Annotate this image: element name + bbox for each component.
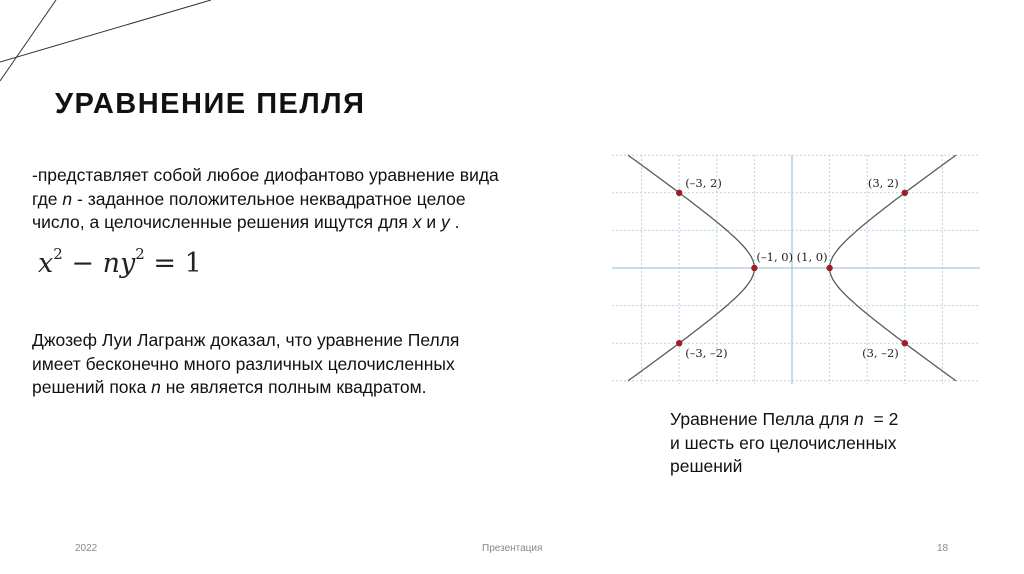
caption-line-1	[670, 408, 970, 432]
formula-exponent: 2	[135, 245, 145, 263]
text: .	[449, 212, 460, 232]
formula-n: n	[102, 248, 120, 279]
footer-title: Презентация	[482, 543, 543, 554]
variable-x: x	[412, 212, 422, 232]
solution-point	[826, 265, 832, 271]
solution-point	[902, 340, 908, 346]
formula-exponent: 2	[53, 245, 63, 263]
variable-n: n	[62, 188, 73, 209]
slide-title: УРАВНЕНИЕ ПЕЛЛЯ	[55, 88, 366, 120]
text: решений пока	[32, 377, 152, 397]
text: - заданное положительное неквадратное целое	[72, 188, 466, 209]
text: где	[32, 188, 63, 209]
text: не является полным квадратом.	[160, 377, 427, 397]
solution-point	[676, 190, 682, 196]
lagrange-line-1: Джозеф Луи Лагранж доказал, что уравнение Пелля	[32, 330, 460, 350]
caption-line-2: и шесть его целочисленных	[670, 432, 897, 453]
chart-caption	[670, 408, 970, 479]
definition-line-1: -представляет собой любое диофантово уравнение вида	[32, 165, 499, 185]
text: Уравнение Пелла для	[670, 409, 855, 429]
variable-y: y	[440, 212, 450, 232]
solution-point	[902, 190, 908, 196]
page-number: 18	[937, 543, 949, 554]
footer-year: 2022	[75, 543, 98, 554]
point-label: (3, –2)	[862, 346, 899, 361]
variable-n: n	[151, 377, 161, 397]
formula-minus: −	[62, 248, 103, 279]
formula-y: y	[119, 248, 136, 279]
point-label: (–1, 0)	[756, 250, 794, 264]
text: и	[421, 212, 441, 232]
caption-line-3: решений	[670, 456, 743, 476]
point-label: (1, 0)	[796, 250, 828, 264]
solution-point	[751, 265, 757, 271]
lagrange-line-2: имеет бесконечно много различных целочисленных	[32, 353, 455, 374]
point-label: (3, 2)	[867, 175, 899, 190]
formula-equals-one: = 1	[144, 248, 202, 279]
formula-x: x	[38, 248, 54, 279]
text: = 2	[863, 409, 899, 429]
text: число, а целочисленные решения ищутся для	[32, 212, 413, 232]
variable-n: n	[854, 409, 864, 429]
point-label: (–3, 2)	[685, 175, 722, 190]
point-label: (–3, –2)	[685, 346, 728, 361]
solution-point	[676, 340, 682, 346]
